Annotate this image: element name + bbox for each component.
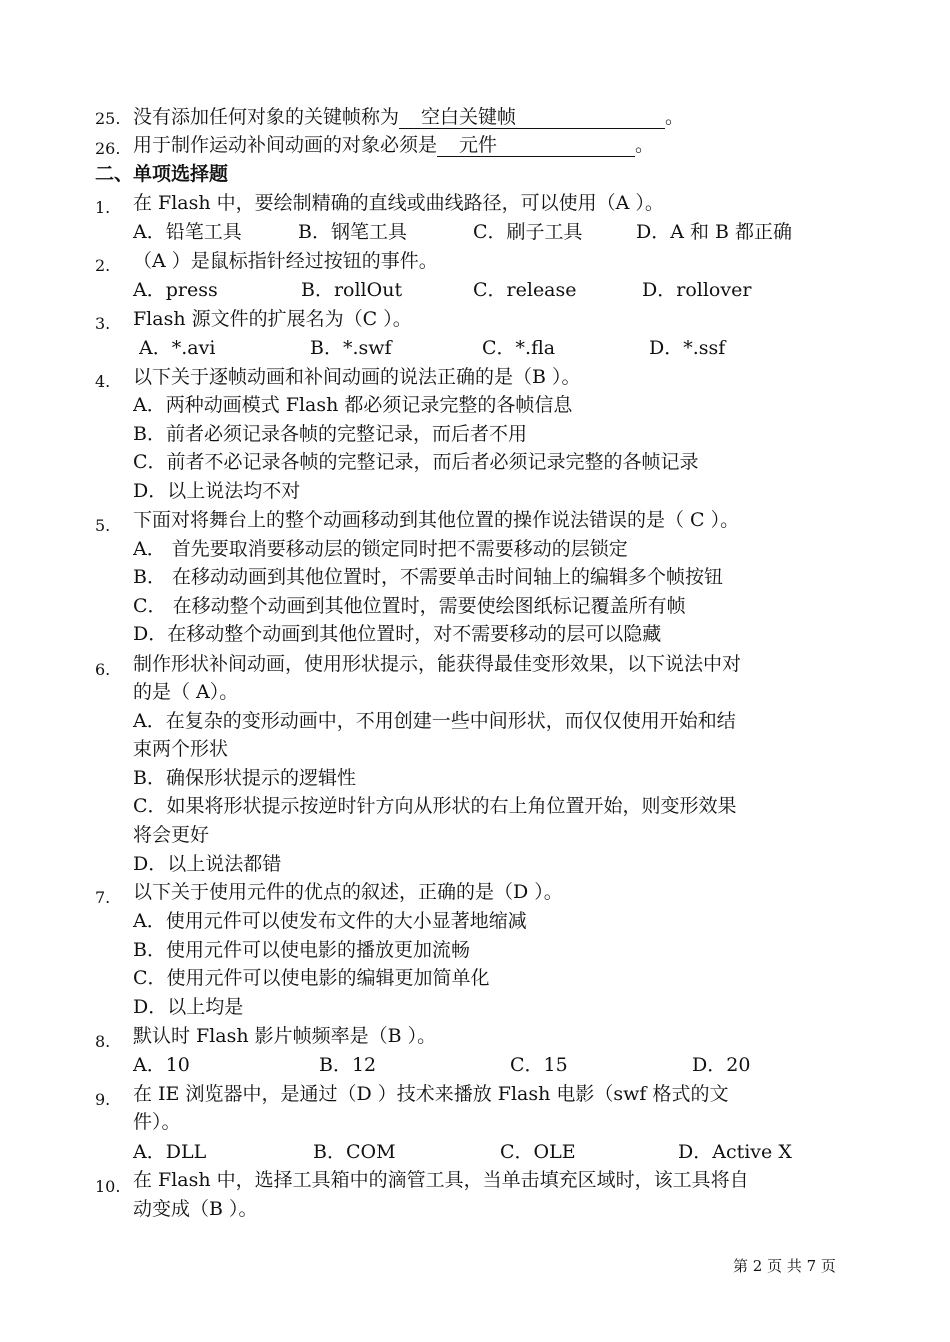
option-a: A．铅笔工具 <box>133 221 242 243</box>
question-text: 默认时 Flash 影片帧频率是（B ）。 <box>133 1025 437 1047</box>
question-text: Flash 源文件的扩展名为（C ）。 <box>133 308 412 330</box>
option-a: A．*.avi <box>139 337 216 359</box>
option-d: D．Active X <box>678 1141 792 1163</box>
question-number: 26. <box>95 139 121 158</box>
question-number: 6. <box>95 660 111 679</box>
question-text-continued: 的是（ A）。 <box>133 681 239 703</box>
option-a: A．两种动画模式 Flash 都必须记录完整的各帧信息 <box>133 394 573 416</box>
question-number: 8. <box>95 1032 111 1051</box>
option-c: C．前者不必记录各帧的完整记录，而后者必须记录完整的各帧记录 <box>133 451 699 473</box>
option-b: B． 在移动动画到其他位置时，不需要单击时间轴上的编辑多个帧按钮 <box>133 566 724 588</box>
option-b: B．*.swf <box>310 337 392 359</box>
option-a-continued: 束两个形状 <box>133 738 229 760</box>
option-d: D．20 <box>692 1054 751 1076</box>
question-number: 10. <box>95 1177 121 1196</box>
question-text: 用于制作运动补间动画的对象必须是 <box>133 134 438 156</box>
option-a: A．10 <box>133 1054 190 1076</box>
option-c: C．OLE <box>500 1141 576 1163</box>
question-text: 在 IE 浏览器中，是通过（D ）技术来播放 Flash 电影（swf 格式的文 <box>133 1083 729 1105</box>
question-end: 。 <box>635 134 655 156</box>
question-number: 2. <box>95 256 111 275</box>
question-text-continued: 件）。 <box>133 1111 181 1133</box>
question-end: 。 <box>665 106 685 128</box>
question-text: 在 Flash 中，要绘制精确的直线或曲线路径，可以使用（A ）。 <box>133 192 664 214</box>
question-text: 在 Flash 中，选择工具箱中的滴管工具，当单击填充区域时，该工具将自 <box>133 1169 749 1191</box>
question-text: 以下关于使用元件的优点的叙述，正确的是（D ）。 <box>133 881 563 903</box>
option-a: A．在复杂的变形动画中，不用创建一些中间形状，而仅仅使用开始和结 <box>133 710 736 732</box>
option-b: B．使用元件可以使电影的播放更加流畅 <box>133 939 470 961</box>
option-c: C．如果将形状提示按逆时针方向从形状的右上角位置开始，则变形效果 <box>133 795 737 817</box>
option-c: C．release <box>473 279 577 301</box>
fill-in-question <box>133 132 654 158</box>
fill-in-question <box>133 104 684 130</box>
option-d: D．在移动整个动画到其他位置时，对不需要移动的层可以隐藏 <box>133 623 662 645</box>
option-d: D．A 和 B 都正确 <box>636 221 793 243</box>
option-d: D．*.ssf <box>649 337 726 359</box>
option-b: B．rollOut <box>301 279 403 301</box>
question-text: （A ）是鼠标指针经过按钮的事件。 <box>133 250 438 272</box>
option-b: B．12 <box>319 1054 377 1076</box>
page-footer: 第 2 页 共 7 页 <box>733 1257 836 1275</box>
option-b: B．钢笔工具 <box>298 221 407 243</box>
option-c: C．使用元件可以使电影的编辑更加简单化 <box>133 967 490 989</box>
question-text-continued: 动变成（B ）。 <box>133 1198 258 1220</box>
question-number: 7. <box>95 888 111 907</box>
section-title: 二、单项选择题 <box>95 163 229 185</box>
question-text: 没有添加任何对象的关键帧称为 <box>133 106 400 128</box>
question-text: 以下关于逐帧动画和补间动画的说法正确的是（B ）。 <box>133 366 581 388</box>
option-d: D．以上说法都错 <box>133 853 282 875</box>
question-text: 制作形状补间动画，使用形状提示，能获得最佳变形效果，以下说法中对 <box>133 653 742 675</box>
answer-blank: 空白关键帧 <box>399 106 665 129</box>
option-d: D．以上均是 <box>133 996 244 1018</box>
question-number: 1. <box>95 198 111 217</box>
option-d: D．以上说法均不对 <box>133 480 301 502</box>
option-c: C．15 <box>510 1054 568 1076</box>
option-d: D．rollover <box>642 279 752 301</box>
option-b: B．确保形状提示的逻辑性 <box>133 767 356 789</box>
option-a: A． 首先要取消要移动层的锁定同时把不需要移动的层锁定 <box>133 538 628 560</box>
option-a: A．使用元件可以使发布文件的大小显著地缩减 <box>133 910 527 932</box>
question-number: 4. <box>95 372 111 391</box>
option-a: A．DLL <box>133 1141 207 1163</box>
question-text: 下面对将舞台上的整个动画移动到其他位置的操作说法错误的是（ C ）。 <box>133 509 740 531</box>
question-number: 9. <box>95 1090 111 1109</box>
option-c: C．*.fla <box>482 337 556 359</box>
question-number: 5. <box>95 516 111 535</box>
option-c: C． 在移动整个动画到其他位置时，需要使绘图纸标记覆盖所有帧 <box>133 595 686 617</box>
question-number: 25. <box>95 109 121 128</box>
option-a: A．press <box>133 279 218 301</box>
option-b: B．前者必须记录各帧的完整记录，而后者不用 <box>133 423 527 445</box>
option-c: C．刷子工具 <box>473 221 583 243</box>
option-b: B．COM <box>313 1141 396 1163</box>
question-number: 3. <box>95 314 111 333</box>
option-c-continued: 将会更好 <box>133 824 210 846</box>
answer-blank: 元件 <box>437 134 635 157</box>
